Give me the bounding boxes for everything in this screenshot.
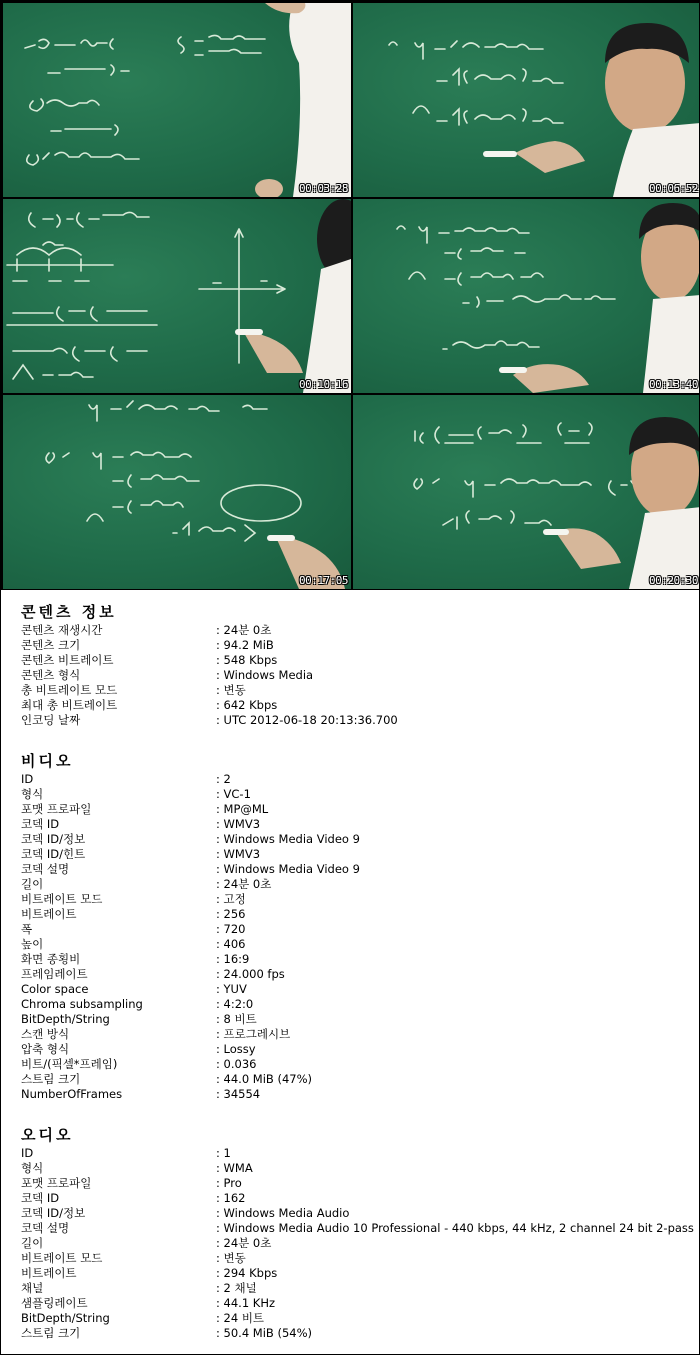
info-key: 형식 (21, 1161, 44, 1175)
info-key: 인코딩 날짜 (21, 713, 81, 727)
info-value: : 24분 0초 (216, 623, 271, 638)
info-key: 압축 형식 (21, 1042, 70, 1056)
info-key: 비트레이트 모드 (21, 892, 103, 906)
info-row (21, 1176, 700, 1191)
info-key: 총 비트레이트 모드 (21, 683, 118, 697)
media-info-panel (21, 601, 700, 1341)
info-key: 콘텐츠 형식 (21, 668, 81, 682)
info-value: : 프로그레시브 (216, 1027, 290, 1042)
info-value: : WMA (216, 1161, 253, 1176)
info-row (21, 653, 700, 668)
info-value: : 256 (216, 907, 245, 922)
info-key: 채널 (21, 1281, 44, 1295)
video-thumbnail-3[interactable] (3, 199, 351, 393)
teacher-figure (353, 3, 700, 197)
info-key: 프레임레이트 (21, 967, 88, 981)
info-key: 길이 (21, 877, 44, 891)
info-value: : Windows Media Video 9 (216, 832, 360, 847)
info-value: : 44.1 KHz (216, 1296, 275, 1311)
info-row (21, 1072, 700, 1087)
info-row (21, 1281, 700, 1296)
info-value: : 720 (216, 922, 245, 937)
info-row (21, 877, 700, 892)
info-row (21, 683, 700, 698)
info-value: : 34554 (216, 1087, 260, 1102)
info-value: : Pro (216, 1176, 242, 1191)
info-key: 코덱 ID/힌트 (21, 847, 86, 861)
info-row (21, 1042, 700, 1057)
info-key: 스트림 크기 (21, 1072, 81, 1086)
info-key: 높이 (21, 937, 44, 951)
info-row (21, 1161, 700, 1176)
info-value: : 24 비트 (216, 1311, 264, 1326)
info-value: : Windows Media Audio (216, 1206, 349, 1221)
info-value: : Windows Media Video 9 (216, 862, 360, 877)
info-key: 비트/(픽셀*프레임) (21, 1057, 118, 1071)
info-key: 코덱 ID (21, 817, 60, 831)
info-row (21, 907, 700, 922)
info-value: : MP@ML (216, 802, 268, 817)
info-row (21, 892, 700, 907)
info-row (21, 922, 700, 937)
info-key: 콘텐츠 크기 (21, 638, 81, 652)
info-key: 포맷 프로파일 (21, 802, 92, 816)
info-key: 스트림 크기 (21, 1326, 81, 1340)
info-value: : WMV3 (216, 847, 260, 862)
info-key: 비트레이트 모드 (21, 1251, 103, 1265)
video-thumbnail-6[interactable] (353, 395, 700, 589)
info-row (21, 772, 700, 787)
info-value: : 2 채널 (216, 1281, 257, 1296)
teacher-figure (353, 395, 700, 589)
info-row (21, 1311, 700, 1326)
info-row (21, 832, 700, 847)
info-key: NumberOfFrames (21, 1087, 123, 1101)
info-key: 폭 (21, 922, 33, 936)
info-value: : UTC 2012-06-18 20:13:36.700 (216, 713, 398, 728)
info-value: : VC-1 (216, 787, 251, 802)
teacher-figure (353, 199, 700, 393)
info-row (21, 1221, 700, 1236)
info-row (21, 1012, 700, 1027)
info-key: 길이 (21, 1236, 44, 1250)
info-value: : WMV3 (216, 817, 260, 832)
info-key: BitDepth/String (21, 1012, 110, 1026)
info-value: : 294 Kbps (216, 1266, 277, 1281)
info-value: : 94.2 MiB (216, 638, 274, 653)
info-value: : 548 Kbps (216, 653, 277, 668)
teacher-figure (3, 395, 351, 589)
info-value: : 162 (216, 1191, 245, 1206)
info-value: : YUV (216, 982, 247, 997)
video-thumbnail-4[interactable] (353, 199, 700, 393)
video-thumbnail-5[interactable] (3, 395, 351, 589)
info-row (21, 713, 700, 728)
info-key: 화면 종횡비 (21, 952, 81, 966)
info-value: : Windows Media (216, 668, 313, 683)
info-row (21, 1027, 700, 1042)
info-row (21, 997, 700, 1012)
info-row (21, 1206, 700, 1221)
info-key: 스캔 방식 (21, 1027, 70, 1041)
info-key: 포맷 프로파일 (21, 1176, 92, 1190)
info-key: 샘플링레이트 (21, 1296, 88, 1310)
info-row (21, 1057, 700, 1072)
section-title: 콘텐츠 정보 (21, 603, 117, 621)
info-value: : 4:2:0 (216, 997, 253, 1012)
info-value: : 406 (216, 937, 245, 952)
info-key: ID (21, 772, 34, 786)
info-row (21, 1146, 700, 1161)
info-key: 콘텐츠 비트레이트 (21, 653, 114, 667)
info-key: 콘텐츠 재생시간 (21, 623, 103, 637)
section-title: 비디오 (21, 752, 74, 770)
info-row (21, 982, 700, 997)
info-row (21, 862, 700, 877)
info-key: ID (21, 1146, 34, 1160)
thumbnail-grid (1, 1, 700, 590)
info-row (21, 1087, 700, 1102)
teacher-figure (3, 199, 351, 393)
info-key: 코덱 ID/정보 (21, 832, 86, 846)
info-value: : Lossy (216, 1042, 256, 1057)
video-thumbnail-2[interactable] (353, 3, 700, 197)
info-key: 최대 총 비트레이트 (21, 698, 118, 712)
info-row (21, 1296, 700, 1311)
info-row (21, 623, 700, 638)
info-row (21, 1236, 700, 1251)
thumbnail-timestamp: 00:17:05 (299, 574, 348, 587)
info-row (21, 1326, 700, 1341)
info-key: BitDepth/String (21, 1311, 110, 1325)
info-key: Chroma subsampling (21, 997, 143, 1011)
thumbnail-timestamp: 00:03:28 (299, 182, 348, 195)
info-value: : 44.0 MiB (47%) (216, 1072, 312, 1087)
info-value: : 2 (216, 772, 231, 787)
info-value: : 고정 (216, 892, 246, 907)
info-row (21, 698, 700, 713)
section-content-info (21, 601, 700, 728)
teacher-figure (3, 3, 351, 197)
info-key: 코덱 ID/정보 (21, 1206, 86, 1220)
thumbnail-timestamp: 00:10:16 (299, 378, 348, 391)
info-row (21, 787, 700, 802)
info-key: 코덱 설명 (21, 1221, 70, 1235)
thumbnail-timestamp: 00:06:52 (649, 182, 698, 195)
info-row (21, 847, 700, 862)
info-value: : 24분 0초 (216, 1236, 271, 1251)
info-row (21, 1251, 700, 1266)
info-row (21, 967, 700, 982)
info-key: 코덱 설명 (21, 862, 70, 876)
info-value: : 642 Kbps (216, 698, 277, 713)
info-value: : 변동 (216, 683, 246, 698)
thumbnail-timestamp: 00:13:40 (649, 378, 698, 391)
info-value: : 50.4 MiB (54%) (216, 1326, 312, 1341)
info-row (21, 668, 700, 683)
section-title: 오디오 (21, 1126, 74, 1144)
info-row (21, 1191, 700, 1206)
info-row (21, 952, 700, 967)
info-value: : 변동 (216, 1251, 246, 1266)
info-value: : 16:9 (216, 952, 249, 967)
video-thumbnail-1[interactable] (3, 3, 351, 197)
thumbnail-timestamp: 00:20:30 (649, 574, 698, 587)
info-value: : 1 (216, 1146, 231, 1161)
section-audio (21, 1124, 700, 1341)
info-row (21, 937, 700, 952)
info-row (21, 638, 700, 653)
info-key: 비트레이트 (21, 1266, 77, 1280)
info-key: 형식 (21, 787, 44, 801)
info-value: : 24.000 fps (216, 967, 285, 982)
info-value: : 8 비트 (216, 1012, 257, 1027)
section-video (21, 750, 700, 1102)
info-row (21, 802, 700, 817)
info-row (21, 817, 700, 832)
info-value: : 24분 0초 (216, 877, 271, 892)
info-key: Color space (21, 982, 89, 996)
info-row (21, 1266, 700, 1281)
info-value: : Windows Media Audio 10 Professional - 440 kbps, 44 kHz, 2 channel 24 bit 2-pass (216, 1221, 694, 1236)
info-key: 코덱 ID (21, 1191, 60, 1205)
info-key: 비트레이트 (21, 907, 77, 921)
info-value: : 0.036 (216, 1057, 256, 1072)
